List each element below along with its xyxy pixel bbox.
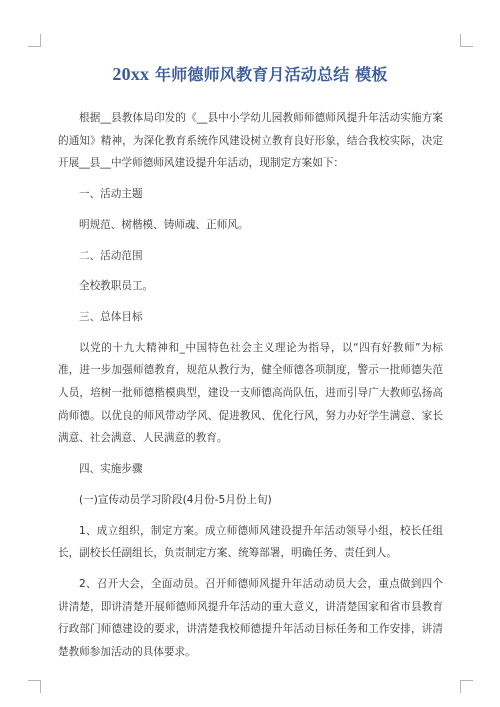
title-text: 年师德师风教育月活动总结 模板	[149, 65, 388, 84]
crop-mark-bottom-left	[28, 680, 41, 693]
paragraph-intro: 根据__县教体局印发的《__县中小学幼儿园教师师德师风提升年活动实施方案的通知》精神，为深化教育系统作风建设树立教育良好形象，结合我校实际，决定开展__县__中学师德师风建设提升年活动，现制定方案如下：	[58, 112, 443, 170]
title-year: 20xx	[112, 64, 150, 84]
paragraph-scope: 全校教职员工。	[79, 280, 154, 293]
crop-mark-bottom-right	[460, 680, 473, 693]
section-heading-scope: 二、活动范围	[79, 249, 143, 262]
crop-mark-top-right	[460, 34, 473, 47]
crop-mark-top-left	[28, 34, 41, 47]
paragraph-step-two: 2、召开大会，全面动员。召开师德师风提升年活动动员大会，重点做到四个讲清楚，即讲清楚开展师德师风提升年活动的重大意义，讲清楚国家和省市县教育行政部门师德建设的要求，讲清楚我校师德提升年活动目标任务和工作安排，讲清楚教师参加活动的具体要求。	[58, 577, 443, 659]
section-heading-theme: 一、活动主题	[79, 188, 143, 201]
section-heading-steps: 四、实施步骤	[79, 463, 143, 476]
section-heading-goals: 三、总体目标	[79, 310, 143, 323]
subsection-heading-stage-one: (一)宣传动员学习阶段(4月份-5月份上旬)	[79, 493, 272, 506]
document-title	[40, 62, 460, 85]
paragraph-step-one: 1、成立组织，制定方案。成立师德师风建设提升年活动领导小组，校长任组长，副校长任副组长，负责制定方案、统筹部署，明确任务、责任到人。	[58, 524, 443, 560]
paragraph-goals: 以党的十九大精神和_中国特色社会主义理论为指导，以“四有好教师”为标准，进一步加强师德教育，规范从教行为，健全师德各项制度，警示一批师德失范人员，培树一批师德楷模典型，建设一支师德高尚队伍，进而引导广大教师弘扬高尚师德。以优良的师风带动学风、促进教风、优化行风，努力办好学生满意、家长满意、社会满意、人民满意的教育。	[58, 341, 443, 445]
document-body	[58, 107, 443, 664]
paragraph-theme: 明规范、树楷模、铸师魂、正师风。	[79, 218, 249, 231]
